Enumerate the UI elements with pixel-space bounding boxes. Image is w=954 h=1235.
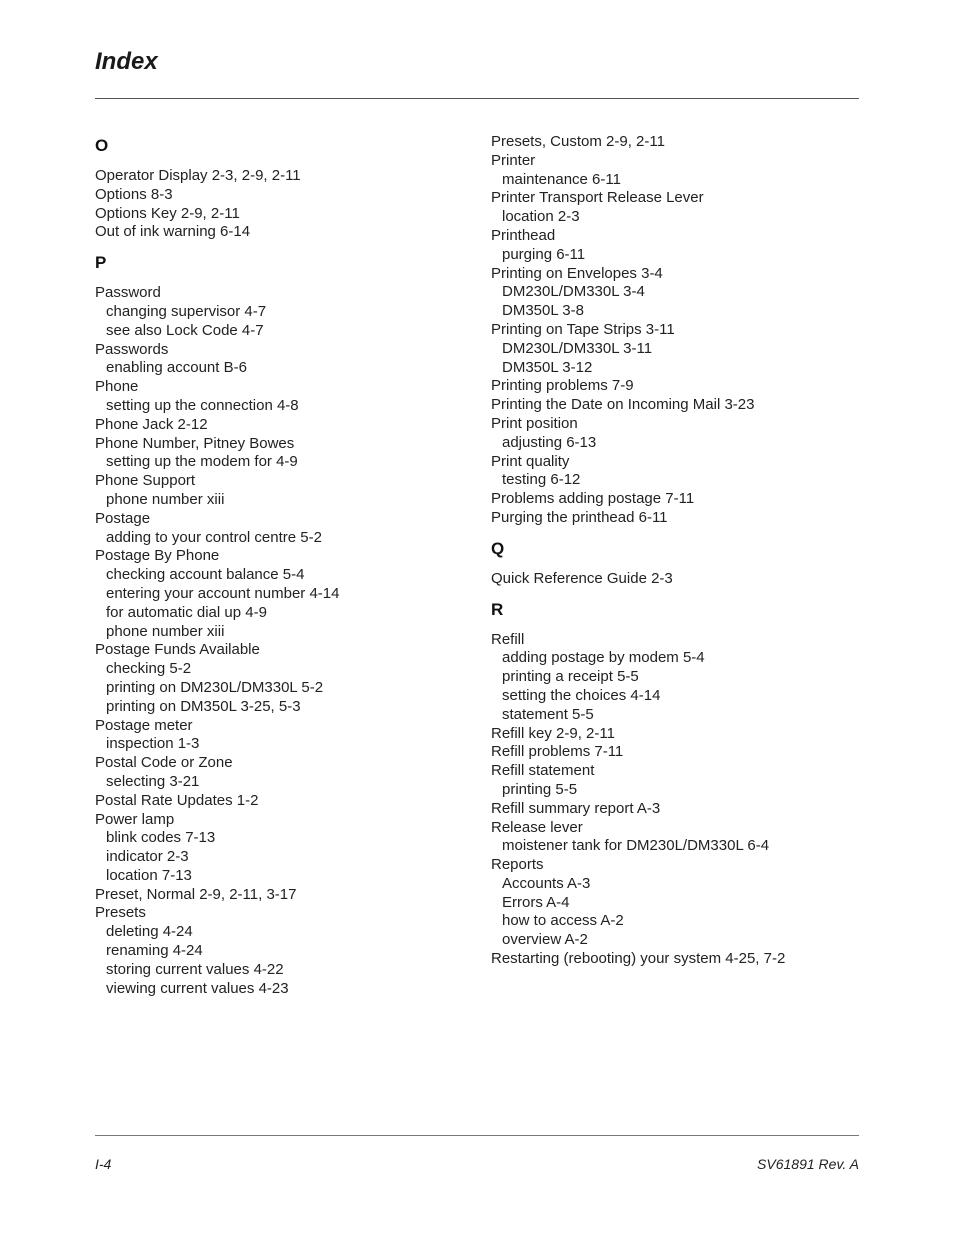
index-column-left: [95, 133, 475, 998]
index-entry: Postage: [95, 509, 151, 527]
index-subentry: maintenance 6-11: [502, 170, 621, 188]
section-letter: R: [491, 599, 504, 619]
index-subentry: checking 5-2: [106, 660, 192, 678]
index-entry: Postage meter: [95, 716, 193, 734]
index-subentry: printing on DM230L/DM330L 5-2: [106, 678, 324, 696]
index-subentry: for automatic dial up 4-9: [106, 603, 267, 621]
index-subentry: purging 6-11: [502, 245, 586, 263]
index-subentry: enabling account B-6: [106, 359, 247, 377]
index-entry: Phone: [95, 378, 139, 396]
index-entry: Postal Code or Zone: [95, 754, 233, 772]
index-entry: Refill: [491, 630, 525, 648]
index-entry: Options 8-3: [95, 185, 173, 203]
index-entry: Printer: [491, 151, 536, 169]
section-letter: P: [95, 253, 107, 273]
index-subentry: adding postage by modem 5-4: [502, 649, 705, 667]
index-entry: Power lamp: [95, 810, 175, 828]
page-number: I-4: [95, 1156, 112, 1172]
index-entry: Print position: [491, 414, 578, 432]
index-entry: Printhead: [491, 226, 556, 244]
index-entry: Printing the Date on Incoming Mail 3-23: [491, 396, 755, 414]
index-entry: Presets, Custom 2-9, 2-11: [491, 133, 665, 150]
index-entry: Operator Display 2-3, 2-9, 2-11: [95, 167, 301, 184]
index-subentry: adding to your control centre 5-2: [106, 528, 322, 546]
index-entry: Refill problems 7-11: [491, 743, 624, 761]
index-subentry: viewing current values 4-23: [106, 979, 289, 997]
index-entry: Postage Funds Available: [95, 641, 260, 659]
index-entry: Presets: [95, 904, 146, 922]
index-entry: Postal Rate Updates 1-2: [95, 791, 259, 809]
index-entry: Refill summary report A-3: [491, 799, 661, 817]
header-rule: [95, 98, 859, 99]
index-entry: Refill statement: [491, 762, 595, 780]
index-subentry: deleting 4-24: [106, 923, 193, 941]
index-entry: Quick Reference Guide 2-3: [491, 569, 673, 587]
index-section: [95, 250, 475, 998]
index-subentry: DM230L/DM330L 3-11: [502, 339, 653, 357]
document-id: SV61891 Rev. A: [757, 1156, 859, 1172]
index-subentry: location 7-13: [106, 866, 192, 884]
section-letter: Q: [491, 538, 505, 558]
index-subentry: inspection 1-3: [106, 735, 200, 753]
page-title: Index: [95, 48, 158, 75]
index-subentry: entering your account number 4-14: [106, 584, 340, 602]
index-subentry: moistener tank for DM230L/DM330L 6-4: [502, 837, 770, 855]
index-entry: Postage By Phone: [95, 547, 220, 565]
index-entry: Options Key 2-9, 2-11: [95, 204, 240, 222]
index-entry: Printing on Tape Strips 3-11: [491, 320, 675, 338]
index-subentry: phone number xiii: [106, 622, 225, 640]
index-subentry: renaming 4-24: [106, 942, 203, 960]
index-subentry: DM350L 3-8: [502, 302, 584, 320]
index-entry: Out of ink warning 6-14: [95, 223, 251, 241]
index-subentry: DM350L 3-12: [502, 358, 593, 376]
index-subentry: testing 6-12: [502, 471, 581, 489]
index-subentry: adjusting 6-13: [502, 433, 597, 451]
index-entry: Password: [95, 284, 161, 302]
index-subentry: printing a receipt 5-5: [502, 668, 639, 686]
index-subentry: statement 5-5: [502, 705, 594, 723]
index-section: [95, 133, 475, 242]
index-entry: Phone Support: [95, 472, 196, 490]
index-subentry: overview A-2: [502, 931, 588, 949]
index-entry: Problems adding postage 7-11: [491, 490, 695, 508]
section-letter: O: [95, 136, 109, 155]
index-subentry: Errors A-4: [502, 893, 570, 911]
index-subentry: storing current values 4-22: [106, 960, 284, 978]
index-subentry: checking account balance 5-4: [106, 566, 305, 584]
index-subentry: Accounts A-3: [502, 874, 591, 892]
index-entry: Phone Jack 2-12: [95, 415, 208, 433]
index-entry: Printer Transport Release Lever: [491, 189, 704, 207]
index-subentry: setting the choices 4-14: [502, 686, 661, 704]
index-entry: Preset, Normal 2-9, 2-11, 3-17: [95, 885, 297, 903]
index-section: [491, 536, 871, 589]
index-entry: Refill key 2-9, 2-11: [491, 724, 615, 742]
index-subentry: see also Lock Code 4-7: [106, 321, 264, 339]
index-entry: Printing on Envelopes 3-4: [491, 264, 663, 282]
index-subentry: DM230L/DM330L 3-4: [502, 283, 645, 301]
index-section: [491, 597, 871, 969]
index-entry: Passwords: [95, 340, 169, 358]
index-section: [491, 133, 871, 528]
index-entry: Release lever: [491, 818, 583, 836]
index-entry: Phone Number, Pitney Bowes: [95, 434, 295, 452]
index-subentry: phone number xiii: [106, 490, 225, 508]
index-subentry: setting up the connection 4-8: [106, 396, 299, 414]
index-column-right: [491, 133, 871, 969]
index-subentry: setting up the modem for 4-9: [106, 453, 298, 471]
index-subentry: printing on DM350L 3-25, 5-3: [106, 697, 301, 715]
footer-rule: [95, 1135, 859, 1136]
index-subentry: selecting 3-21: [106, 772, 200, 790]
index-subentry: blink codes 7-13: [106, 829, 216, 847]
index-subentry: indicator 2-3: [106, 848, 189, 866]
index-entry: Print quality: [491, 452, 570, 470]
index-entry: Purging the printhead 6-11: [491, 508, 668, 526]
index-entry: Restarting (rebooting) your system 4-25, 7-2: [491, 950, 786, 968]
index-entry: Reports: [491, 856, 544, 874]
index-subentry: location 2-3: [502, 208, 580, 226]
index-entry: Printing problems 7-9: [491, 377, 634, 395]
index-subentry: how to access A-2: [502, 912, 624, 930]
index-subentry: changing supervisor 4-7: [106, 302, 267, 320]
index-subentry: printing 5-5: [502, 780, 578, 798]
